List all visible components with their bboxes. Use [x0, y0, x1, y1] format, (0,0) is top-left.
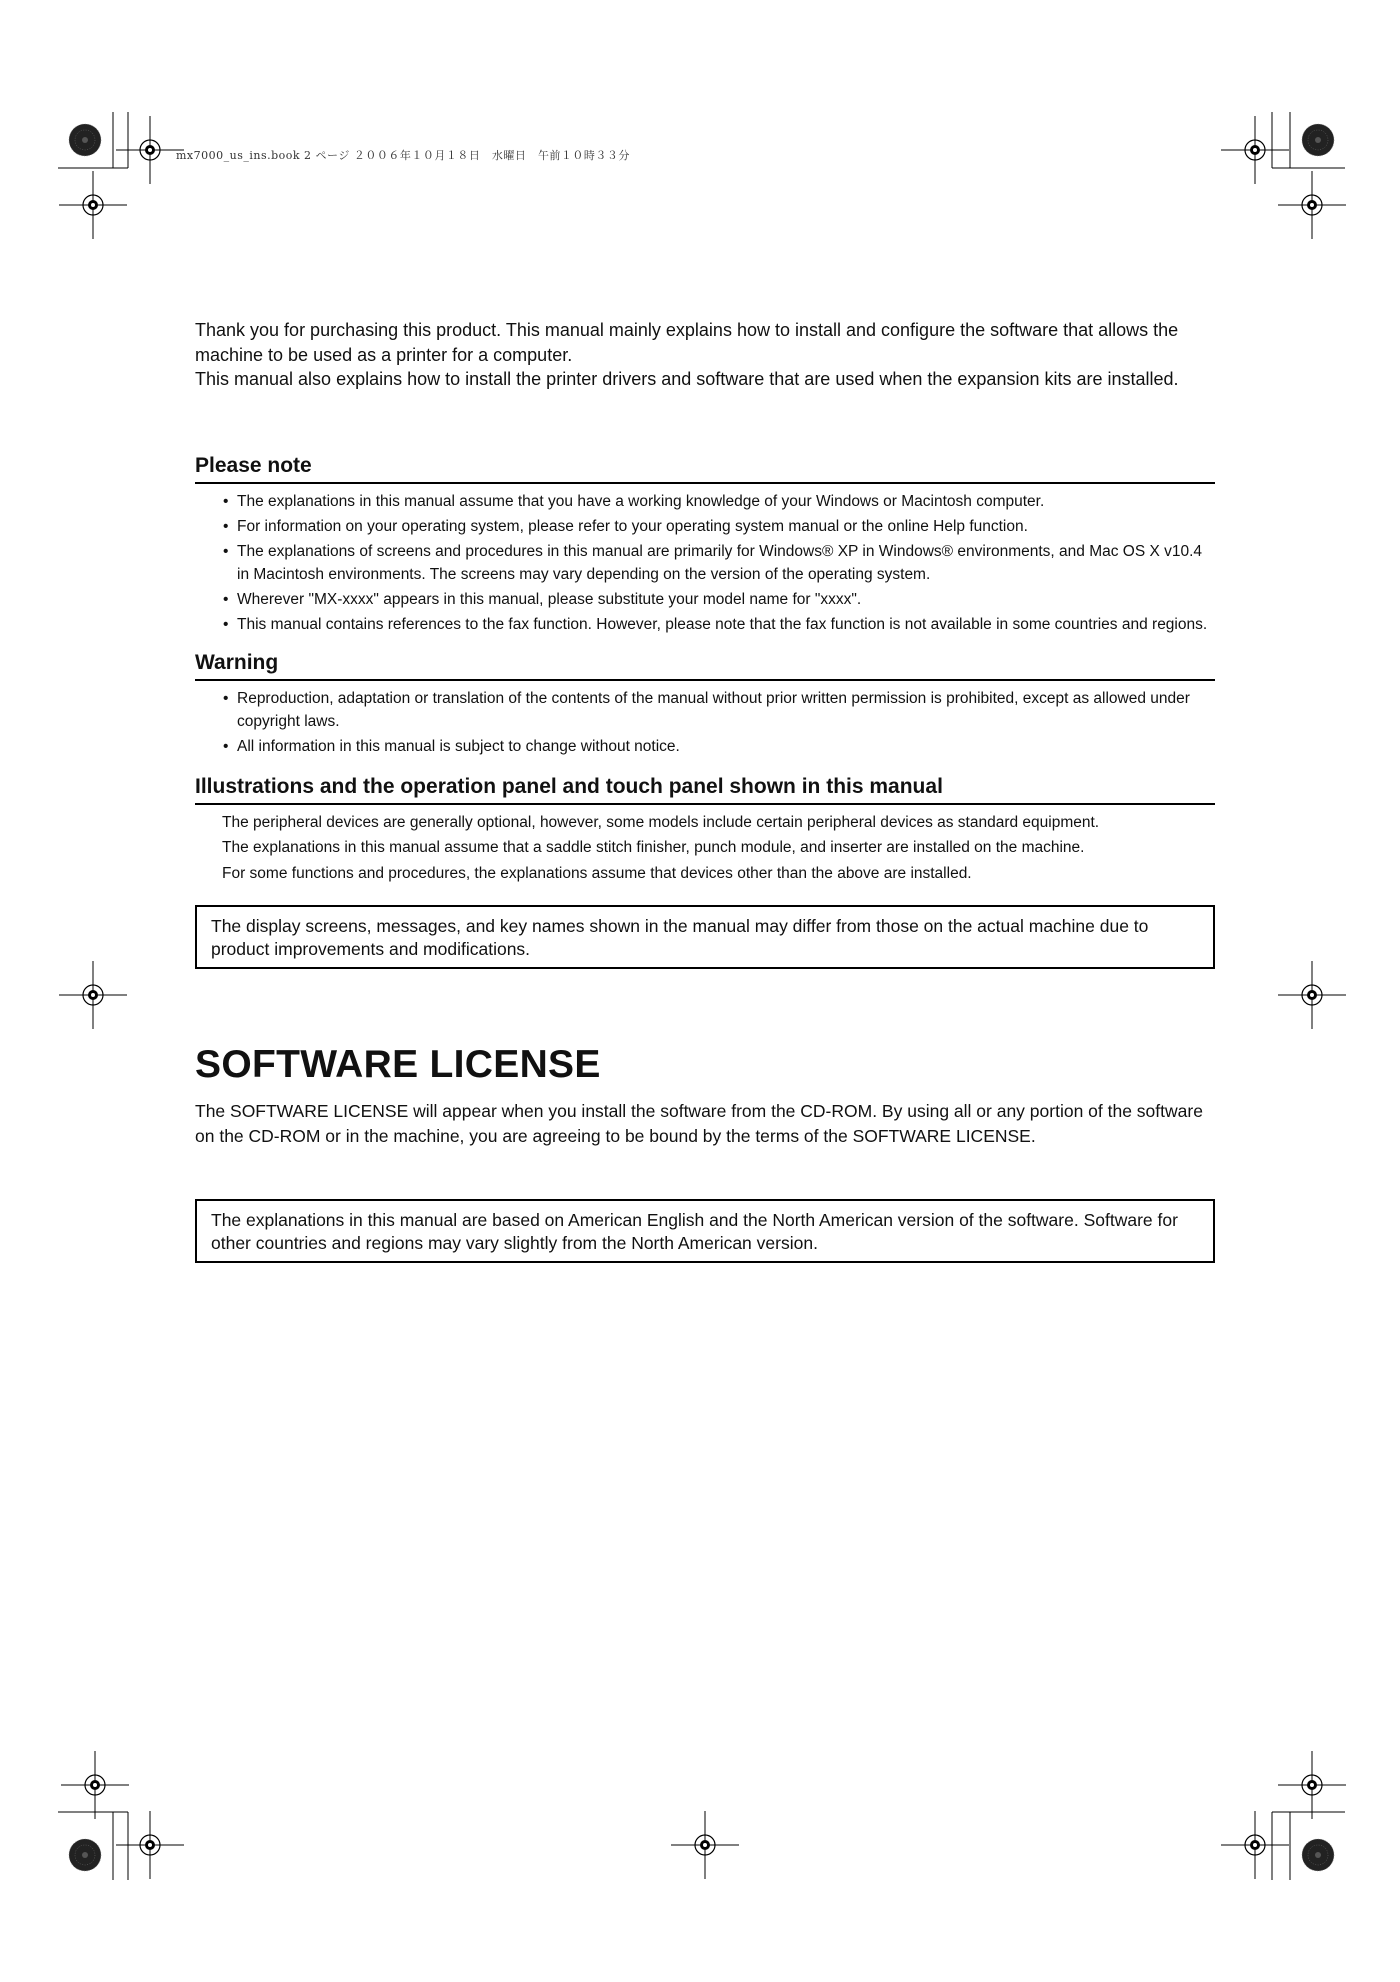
- registration-mark-right-lower: [1278, 1751, 1346, 1819]
- please-note-list: [195, 490, 1215, 636]
- please-note-heading: Please note: [195, 454, 1215, 484]
- illustrations-text: [222, 811, 1215, 886]
- registration-mark-bottom-right: [1221, 1811, 1289, 1879]
- registration-mark-middle-right: [1278, 961, 1346, 1029]
- please-note-item: • For information on your operating system, please refer to your operating system manual or the online Help function.: [225, 515, 1215, 538]
- registration-mark-top-left: [116, 116, 184, 184]
- please-note-item: • The explanations in this manual assume that you have a working knowledge of your Windows or Macintosh computer.: [225, 490, 1215, 513]
- registration-mark-right-upper: [1278, 171, 1346, 239]
- page-content: [195, 318, 1215, 1263]
- illustrations-heading: Illustrations and the operation panel and touch panel shown in this manual: [195, 775, 1215, 805]
- please-note-item: • The explanations of screens and procedures in this manual are primarily for Windows® XP in Windows® environments, and Mac OS X v10.4 in Macintosh environments. The screens may vary depending on the version of the operating system.: [225, 540, 1215, 586]
- software-license-text: The SOFTWARE LICENSE will appear when you install the software from the CD-ROM. By using all or any portion of the software on the CD-ROM or in the machine, you are agreeing to be bound by the terms of the SOFTWARE LICENSE.: [195, 1101, 1203, 1146]
- wheel-mark-bottom-right: [1302, 1839, 1334, 1871]
- warning-item: • Reproduction, adaptation or translation of the contents of the manual without prior written permission is prohibited, except as allowed under copyright laws.: [225, 687, 1215, 733]
- warning-heading: Warning: [195, 651, 1215, 681]
- please-note-item: • Wherever "MX-xxxx" appears in this manual, please substitute your model name for "xxxx".: [225, 588, 1215, 611]
- print-file-info: mx7000_us_ins.book 2 ページ ２００６年１０月１８日 水曜日 午前１０時３３分: [176, 149, 630, 162]
- registration-mark-left-upper: [59, 171, 127, 239]
- illustrations-line: For some functions and procedures, the explanations assume that devices other than the above are installed.: [222, 864, 972, 882]
- software-license-heading: SOFTWARE LICENSE: [195, 1043, 601, 1086]
- notice-box-american-english: The explanations in this manual are based on American English and the North American version of the software. Software for other countries and regions may vary slightly from the North American version.: [195, 1199, 1215, 1263]
- intro-paragraph-1: Thank you for purchasing this product. This manual mainly explains how to install and configure the software that allows the machine to be used as a printer for a computer.: [195, 320, 1179, 365]
- intro-section: [195, 318, 1215, 392]
- illustrations-line: The peripheral devices are generally optional, however, some models include certain peripheral devices as standard equipment.: [222, 813, 1100, 831]
- wheel-mark-top-left: [69, 124, 101, 156]
- warning-list: [195, 687, 1215, 758]
- illustrations-line: The explanations in this manual assume that a saddle stitch finisher, punch module, and inserter are installed on the machine.: [222, 839, 1085, 856]
- notice-box-display-differences: The display screens, messages, and key names shown in the manual may differ from those on the actual machine due to product improvements and modifications.: [195, 905, 1215, 969]
- registration-mark-middle-left: [59, 961, 127, 1029]
- intro-paragraph-2: This manual also explains how to install the printer drivers and software that are used when the expansion kits are installed.: [195, 369, 1179, 389]
- warning-item: • All information in this manual is subject to change without notice.: [225, 735, 1215, 758]
- registration-mark-bottom-center: [671, 1811, 739, 1879]
- wheel-mark-bottom-left: [69, 1839, 101, 1871]
- please-note-item: • This manual contains references to the fax function. However, please note that the fax function is not available in some countries and regions.: [225, 613, 1215, 636]
- wheel-mark-top-right: [1302, 124, 1334, 156]
- registration-mark-left-lower: [61, 1751, 129, 1819]
- registration-mark-top-right: [1221, 116, 1289, 184]
- registration-mark-bottom-left: [116, 1811, 184, 1879]
